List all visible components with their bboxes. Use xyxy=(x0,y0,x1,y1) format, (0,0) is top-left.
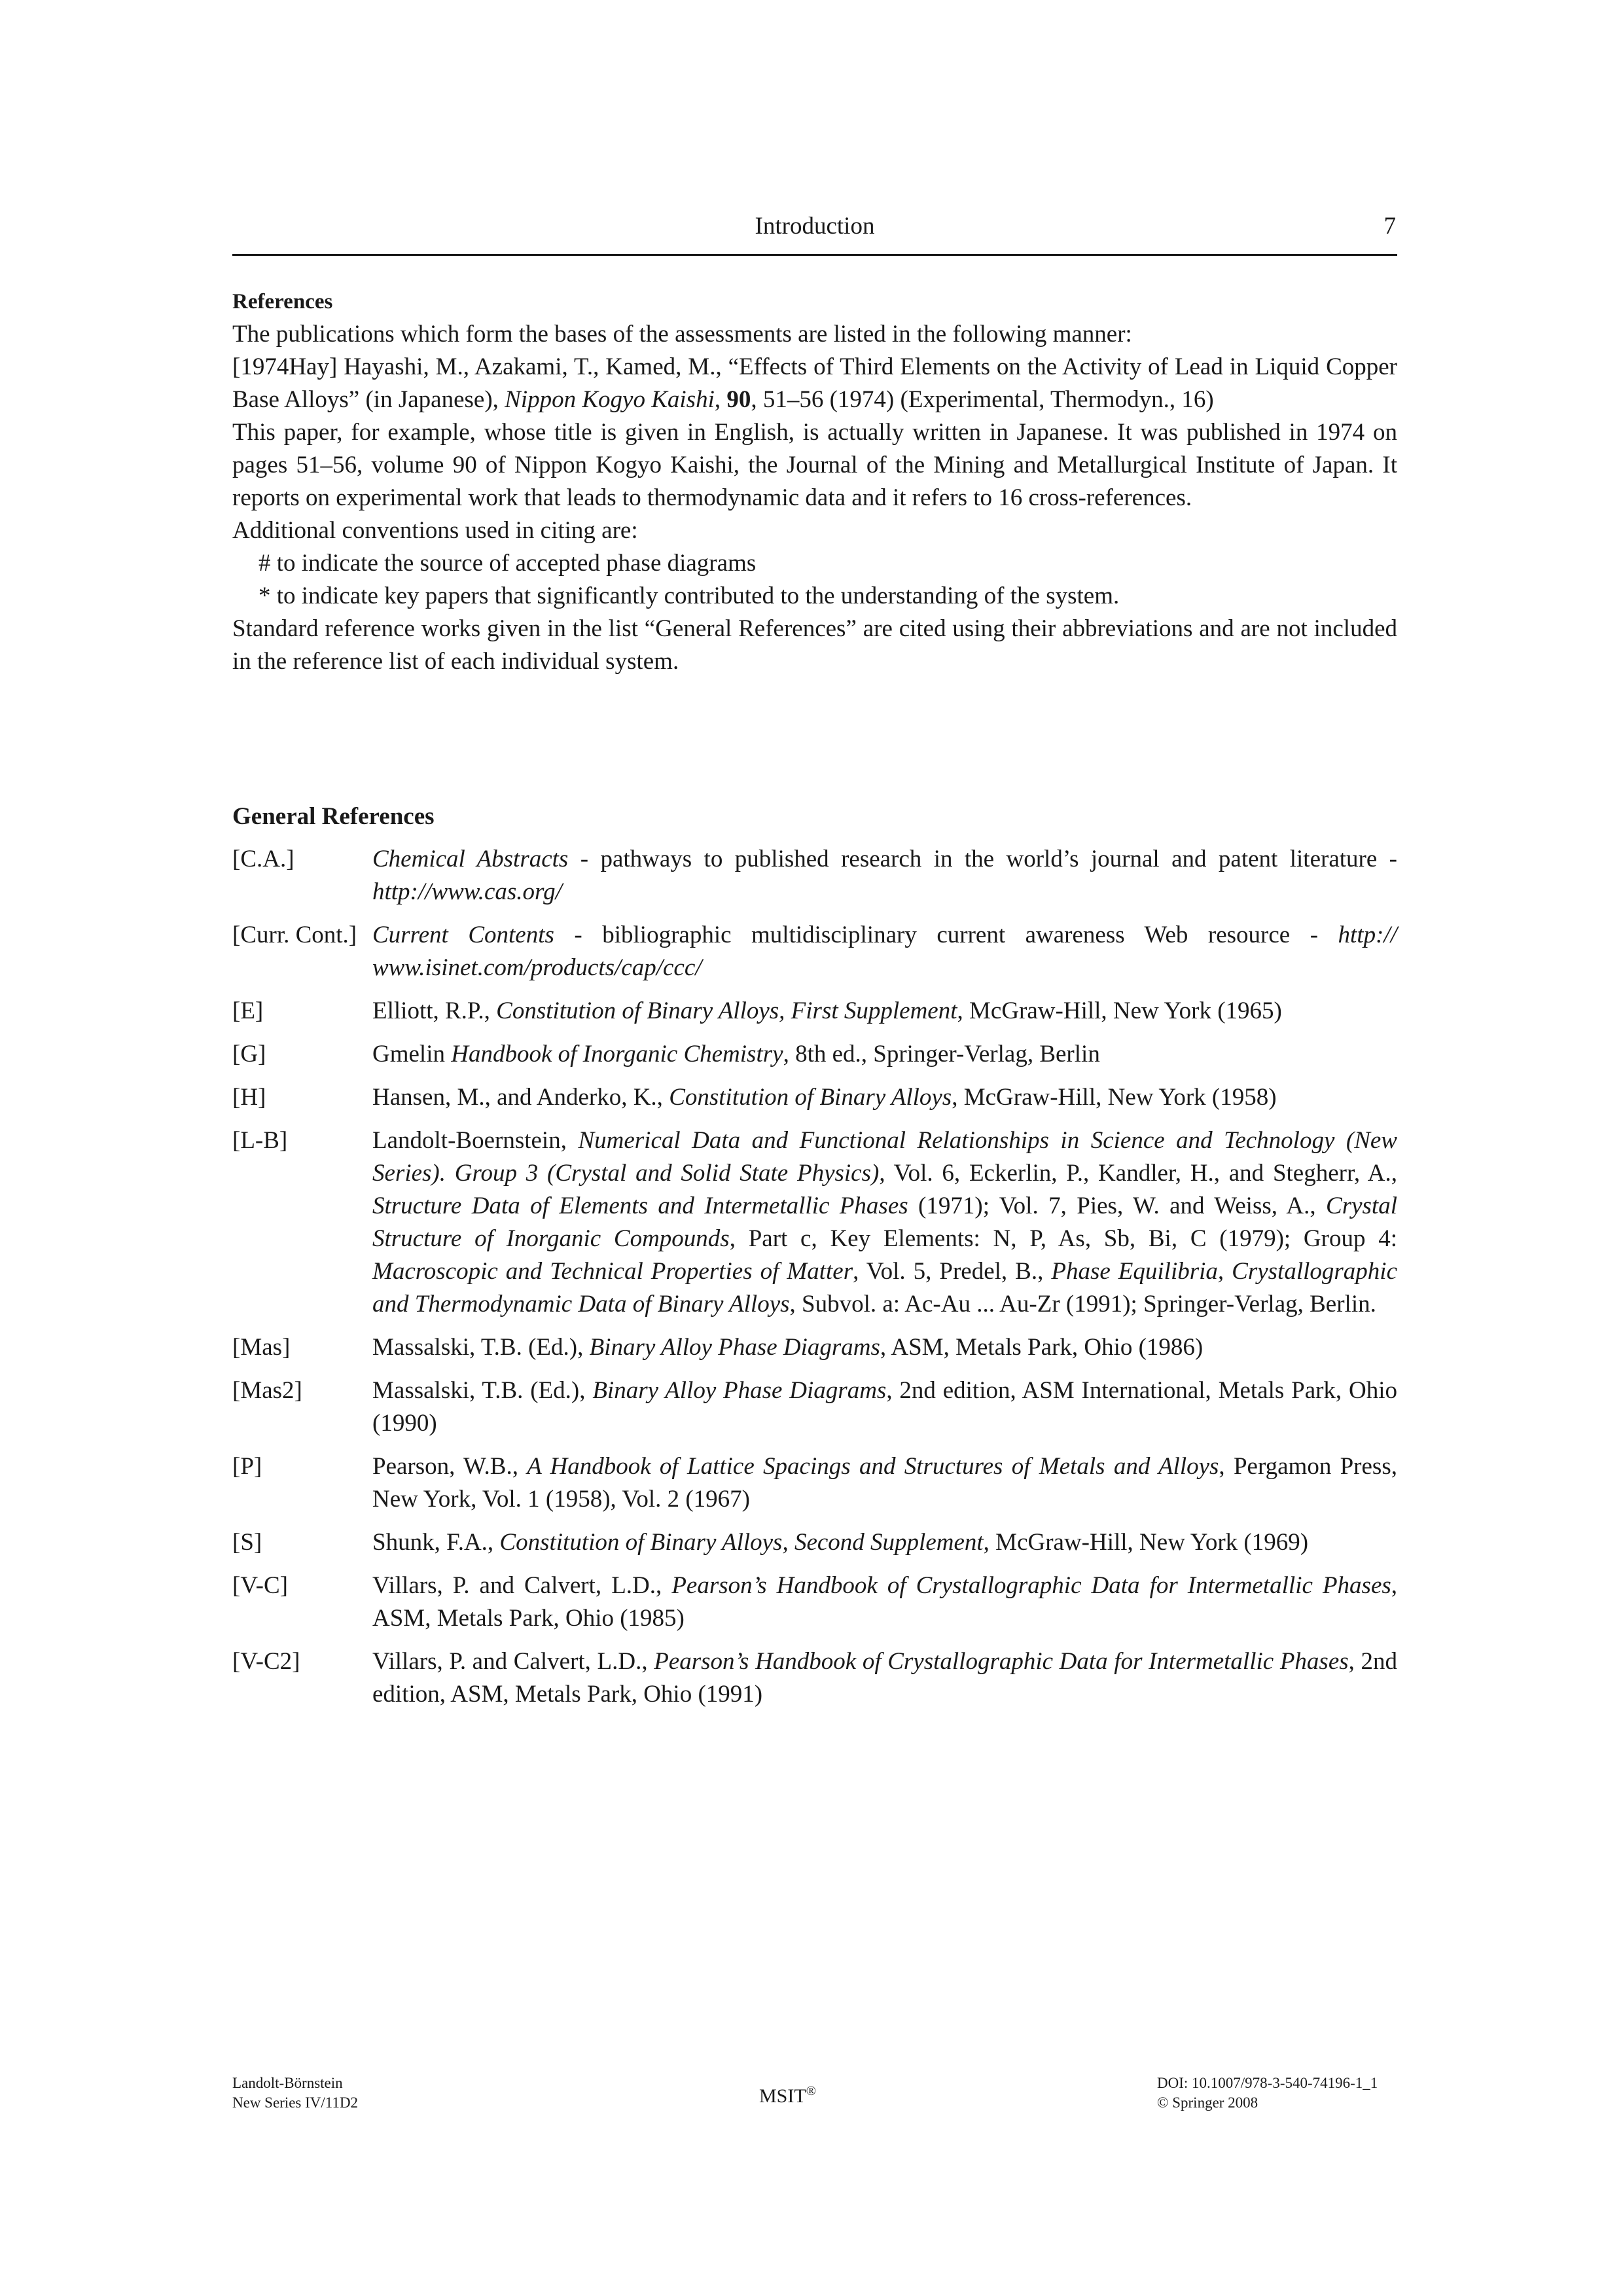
reference-text-run: (1971); Vol. 7, Pies, W. and Weiss, A., xyxy=(908,1193,1327,1219)
reference-text xyxy=(372,1081,1397,1114)
reference-text-run: Landolt-Boernstein, xyxy=(372,1127,579,1154)
footer-doi xyxy=(1157,2073,1378,2113)
reference-key: [H] xyxy=(232,1084,266,1111)
general-reference-item xyxy=(232,1374,1397,1440)
footer-series xyxy=(232,2073,358,2113)
reference-text-run: , Vol. 6, Eckerlin, P., Kandler, H., and Stegherr, A., xyxy=(879,1160,1398,1187)
reference-text-run: Elliott, R.P., xyxy=(372,997,497,1024)
reference-text-run: , 2nd edition, ASM, Metals Park, Ohio (1991) xyxy=(372,1648,1398,1708)
reference-text xyxy=(372,1331,1397,1364)
reference-text xyxy=(372,919,1397,984)
reference-text xyxy=(372,1038,1397,1071)
general-references-list xyxy=(232,843,1397,1711)
page-number: 7 xyxy=(1383,213,1396,240)
reference-text-run: Villars, P. and Calvert, L.D., xyxy=(372,1648,654,1675)
registered-mark: ® xyxy=(806,2084,816,2098)
reference-title-italic: Numerical Data and Functional Relationships in Science and Technology (New Series). Group 3 (Crystal and Solid State Physics) xyxy=(372,1127,1397,1187)
reference-key: [V-C] xyxy=(232,1572,288,1599)
reference-title-italic: Constitution of Binary Alloys xyxy=(669,1084,952,1111)
footer-doi-line: DOI: 10.1007/978-3-540-74196-1_1 xyxy=(1157,2075,1378,2091)
reference-text-run: , ASM, Metals Park, Ohio (1986) xyxy=(880,1334,1204,1361)
example-prefix: [1974Hay] Hayashi, M., Azakami, T., Kamed, M., “Effects of Third Elements on the Activity of Lead in Liquid Copper Base Alloys” (in Japanese), xyxy=(232,353,1397,413)
reference-text-run: , McGraw-Hill, New York (1965) xyxy=(957,997,1282,1024)
general-reference-item xyxy=(232,1331,1397,1364)
reference-text xyxy=(372,1570,1397,1635)
reference-text-run: Pearson, W.B., xyxy=(372,1453,527,1480)
convention-hash: # to indicate the source of accepted phase diagrams xyxy=(259,550,757,577)
reference-text-run: Massalski, T.B. (Ed.), xyxy=(372,1377,593,1404)
reference-text xyxy=(372,1645,1397,1711)
reference-text-run: , 2nd edition, ASM International, Metals Park, Ohio (1990) xyxy=(372,1377,1398,1437)
reference-text-run: , ASM, Metals Park, Ohio (1985) xyxy=(372,1572,1398,1632)
general-reference-item xyxy=(232,1570,1397,1635)
general-reference-item xyxy=(232,1645,1397,1711)
reference-key: [Curr. Cont.] xyxy=(232,922,357,948)
running-head-title: Introduction xyxy=(755,213,875,240)
reference-title-italic: Binary Alloy Phase Diagrams xyxy=(589,1334,880,1361)
references-intro: The publications which form the bases of the assessments are listed in the following manner: xyxy=(232,321,1132,348)
reference-title-italic: Constitution of Binary Alloys, First Supplement xyxy=(496,997,957,1024)
reference-text-run: Shunk, F.A., xyxy=(372,1529,500,1556)
footer-msit: MSIT xyxy=(759,2085,806,2107)
footer-publisher-mark xyxy=(759,2081,816,2106)
reference-text xyxy=(372,1374,1397,1440)
reference-title-italic: http:// www.isinet.com/products/cap/ccc/ xyxy=(372,922,1397,981)
reference-title-italic: Handbook of Inorganic Chemistry xyxy=(451,1041,783,1067)
footer-series-line2: New Series IV/11D2 xyxy=(232,2094,359,2111)
reference-key: [Mas2] xyxy=(232,1377,302,1404)
standard-works-note: Standard reference works given in the list “General References” are cited using their abbreviations and are not included in the reference list of each individual system. xyxy=(232,615,1397,675)
example-citation xyxy=(232,351,1397,416)
reference-text xyxy=(372,1124,1397,1321)
general-reference-item xyxy=(232,1450,1397,1516)
reference-text-run: , Part c, Key Elements: N, P, As, Sb, Bi, C (1979); Group 4: xyxy=(729,1225,1397,1252)
reference-title-italic: Structure Data of Elements and Intermetallic Phases xyxy=(372,1193,908,1219)
reference-title-italic: Binary Alloy Phase Diagrams xyxy=(592,1377,887,1404)
reference-text-run: Gmelin xyxy=(372,1041,452,1067)
reference-title-italic: A Handbook of Lattice Spacings and Structures of Metals and Alloys xyxy=(527,1453,1219,1480)
general-reference-item xyxy=(232,1038,1397,1071)
example-volume: 90 xyxy=(726,386,751,413)
reference-title-italic: Pearson’s Handbook of Crystallographic Data for Intermetallic Phases xyxy=(654,1648,1349,1675)
reference-text-run: - bibliographic multidisciplinary current awareness Web resource - xyxy=(554,922,1338,948)
reference-text xyxy=(372,1526,1397,1559)
reference-key: [C.A.] xyxy=(232,846,294,872)
reference-text-run: Hansen, M., and Anderko, K., xyxy=(372,1084,669,1111)
reference-key: [G] xyxy=(232,1041,266,1067)
running-head xyxy=(232,208,1397,256)
reference-text-run: , McGraw-Hill, New York (1958) xyxy=(952,1084,1277,1111)
reference-title-italic: Current Contents xyxy=(372,922,554,948)
reference-text xyxy=(372,995,1397,1028)
reference-title-italic: Macroscopic and Technical Properties of Matter xyxy=(372,1258,853,1285)
general-reference-item xyxy=(232,1124,1397,1321)
footer-copyright-line: © Springer 2008 xyxy=(1157,2094,1258,2111)
reference-text-run: , Pergamon Press, New York, Vol. 1 (1958), Vol. 2 (1967) xyxy=(372,1453,1397,1513)
reference-title-italic: Phase Equilibria, Crystallographic and Thermodynamic Data of Binary Alloys xyxy=(372,1258,1398,1318)
references-heading: References xyxy=(232,290,333,314)
reference-text xyxy=(372,1450,1397,1516)
general-references-heading: General References xyxy=(232,803,435,830)
reference-key: [P] xyxy=(232,1453,262,1480)
reference-text xyxy=(372,843,1397,908)
reference-text-run: - pathways to published research in the world’s journal and patent literature - xyxy=(568,846,1397,872)
example-explanation: This paper, for example, whose title is given in English, is actually written in Japanese. It was published in 1974 on pages 51–56, volume 90 of Nippon Kogyo Kaishi, the Journal of the Mining and Metallurgical Institute of Japan. It reports on experimental work that leads to thermodynamic data and it refers to 16 cross-references. xyxy=(232,419,1397,511)
reference-text-run: Massalski, T.B. (Ed.), xyxy=(372,1334,590,1361)
reference-title-italic: Constitution of Binary Alloys, Second Supplement xyxy=(499,1529,984,1556)
example-journal: Nippon Kogyo Kaishi xyxy=(505,386,715,413)
reference-text-run: Villars, P. and Calvert, L.D., xyxy=(372,1572,672,1599)
reference-key: [S] xyxy=(232,1529,262,1556)
example-suffix: , 51–56 (1974) (Experimental, Thermodyn., 16) xyxy=(751,386,1214,413)
reference-key: [V-C2] xyxy=(232,1648,300,1675)
reference-text-run: , Subvol. a: Ac-Au ... Au-Zr (1991); Springer-Verlag, Berlin. xyxy=(789,1291,1376,1318)
references-section xyxy=(232,285,1397,678)
general-reference-item xyxy=(232,1526,1397,1559)
reference-title-italic: Crystal Structure of Inorganic Compounds xyxy=(372,1193,1397,1252)
reference-key: [L-B] xyxy=(232,1127,288,1154)
general-reference-item xyxy=(232,1081,1397,1114)
convention-star: * to indicate key papers that significantly contributed to the understanding of the system. xyxy=(259,583,1120,609)
general-reference-item xyxy=(232,919,1397,984)
reference-title-italic: Pearson’s Handbook of Crystallographic Data for Intermetallic Phases xyxy=(671,1572,1391,1599)
reference-text-run: , 8th ed., Springer-Verlag, Berlin xyxy=(783,1041,1100,1067)
footer-series-line1: Landolt-Börnstein xyxy=(232,2075,343,2091)
reference-key: [Mas] xyxy=(232,1334,291,1361)
reference-text-run: , McGraw-Hill, New York (1969) xyxy=(983,1529,1309,1556)
general-reference-item xyxy=(232,995,1397,1028)
example-sep: , xyxy=(714,386,727,413)
general-reference-item xyxy=(232,843,1397,908)
reference-title-italic: http://www.cas.org/ xyxy=(372,878,562,905)
reference-title-italic: Chemical Abstracts xyxy=(372,846,569,872)
reference-key: [E] xyxy=(232,997,264,1024)
general-references-section xyxy=(232,798,1397,1711)
reference-text-run: , Vol. 5, Predel, B., xyxy=(853,1258,1052,1285)
conventions-intro: Additional conventions used in citing are: xyxy=(232,517,638,544)
